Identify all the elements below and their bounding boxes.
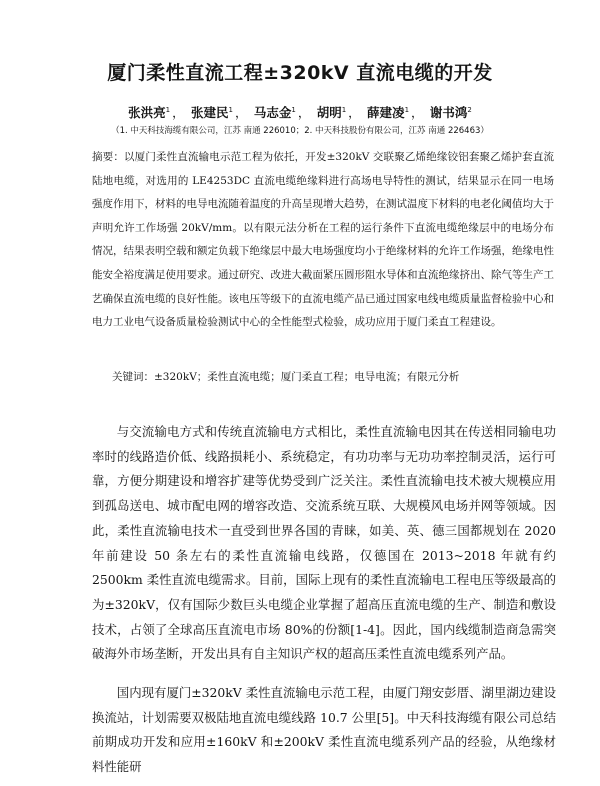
- affiliation: （1. 中天科技海缆有限公司，江苏 南通 226010；2. 中天科技股份有限公司，江苏 南通 226463）: [111, 126, 489, 136]
- author-affiliation-mark: 2: [467, 105, 472, 114]
- keywords-text: ±320kV；柔性直流电缆；厦门柔直工程；电导电流；有限元分析: [154, 371, 460, 383]
- author-name: 张建民: [190, 105, 229, 120]
- body-paragraph-2: 国内现有厦门±320kV 柔性直流输电示范工程，由厦门翔安彭厝、湖里湖边建设换流站，计划需要双极陆地直流电缆线路 10.7 公里[5]。中天科技海缆有限公司总结前期成功开发和应用±160kV 和±200kV 柔性直流电缆系列产品的经验，从绝缘材料性能研: [92, 685, 556, 775]
- author-affiliation-mark: 1: [341, 105, 347, 114]
- author-name: 胡明: [316, 105, 342, 120]
- author-affiliation-mark: 1: [165, 105, 171, 114]
- author-affiliation-mark: 1: [404, 105, 410, 114]
- author-name: 马志金: [253, 105, 292, 120]
- author-name: 薛建凌: [367, 105, 405, 120]
- abstract: [92, 146, 554, 335]
- author-name: 张洪亮: [128, 105, 166, 120]
- author-name: 谢书鸿: [429, 105, 468, 120]
- author-affiliation-mark: 1: [291, 105, 296, 114]
- body-paragraph-1: 与交流输电方式和传统直流输电方式相比，柔性直流输电因其在传送相同输电功率时的线路造价低、线路损耗小、系统稳定，有功功率与无功功率控制灵活，运行可靠，方便分期建设和增容扩建等优势受到广泛关注。柔性直流输电技术被大规模应用到孤岛送电、城市配电网的增容改造、交流系统互联、大规模风电场并网等领域。因此，柔性直流输电技术一直受到世界各国的青睐，如美、英、德三国都规划在 2020 年前建设 50 条左右的柔性直流输电线路，仅德国在 2013~2018 年就有约 2500km 柔性直流电缆需求。目前，国际上现有的柔性直流输电工程电压等级最高的为±320kV，仅有国际少数巨头电缆企业掌握了超高压直流电缆的生产、制造和敷设技术，占领了全球高压直流电市场 80%的份额[1-4]。因此，国内线缆制造商急需突破海外市场垄断，开发出具有自主知识产权的超高压柔性直流电缆系列产品。: [92, 424, 556, 662]
- keywords-label: 关键词：: [112, 371, 154, 383]
- author-list: 张洪亮$^1$ ， 张建民$^1$ ， 马志金$^1$ ， 胡明$^1$ ， 薛建凌$^1$ ， 谢书鸿$^2$: [128, 105, 472, 120]
- author-affiliation-mark: 1: [228, 105, 233, 114]
- keywords: [112, 369, 562, 384]
- abstract-text: 以厦门柔性直流输电示范工程为依托，开发±320kV 交联聚乙烯绝缘铰铝套聚乙烯护套直流陆地电缆，对选用的 LE4253DC 直流电缆绝缘料进行高场电导特性的测试，结果显示在同一电场强度作用下，材料的电导电流随着温度的升高呈现增大趋势，在测试温度下材料的电老化阈值均大于声明允许工作场强 20kV/mm。以有限元法分析在工程的运行条件下直流电缆绝缘层中的电场分布情况，结果表明空载和额定负载下绝缘层中最大电场强度均小于绝缘材料的允许工作场强，绝缘电性能安全裕度满足使用要求。通过研究、改进大截面紧压圆形阻水导体和直流绝缘挤出、除气等生产工艺确保直流电缆的良好性能。该电压等级下的直流电缆产品已通过国家电线电缆质量监督检验中心和电力工业电气设备质量检验测试中心的全性能型式检验，成功应用于厦门柔直工程建设。: [92, 151, 555, 329]
- paper-title: 厦门柔性直流工程±320kV 直流电缆的开发: [107, 62, 493, 84]
- abstract-label: 摘要：: [92, 151, 124, 163]
